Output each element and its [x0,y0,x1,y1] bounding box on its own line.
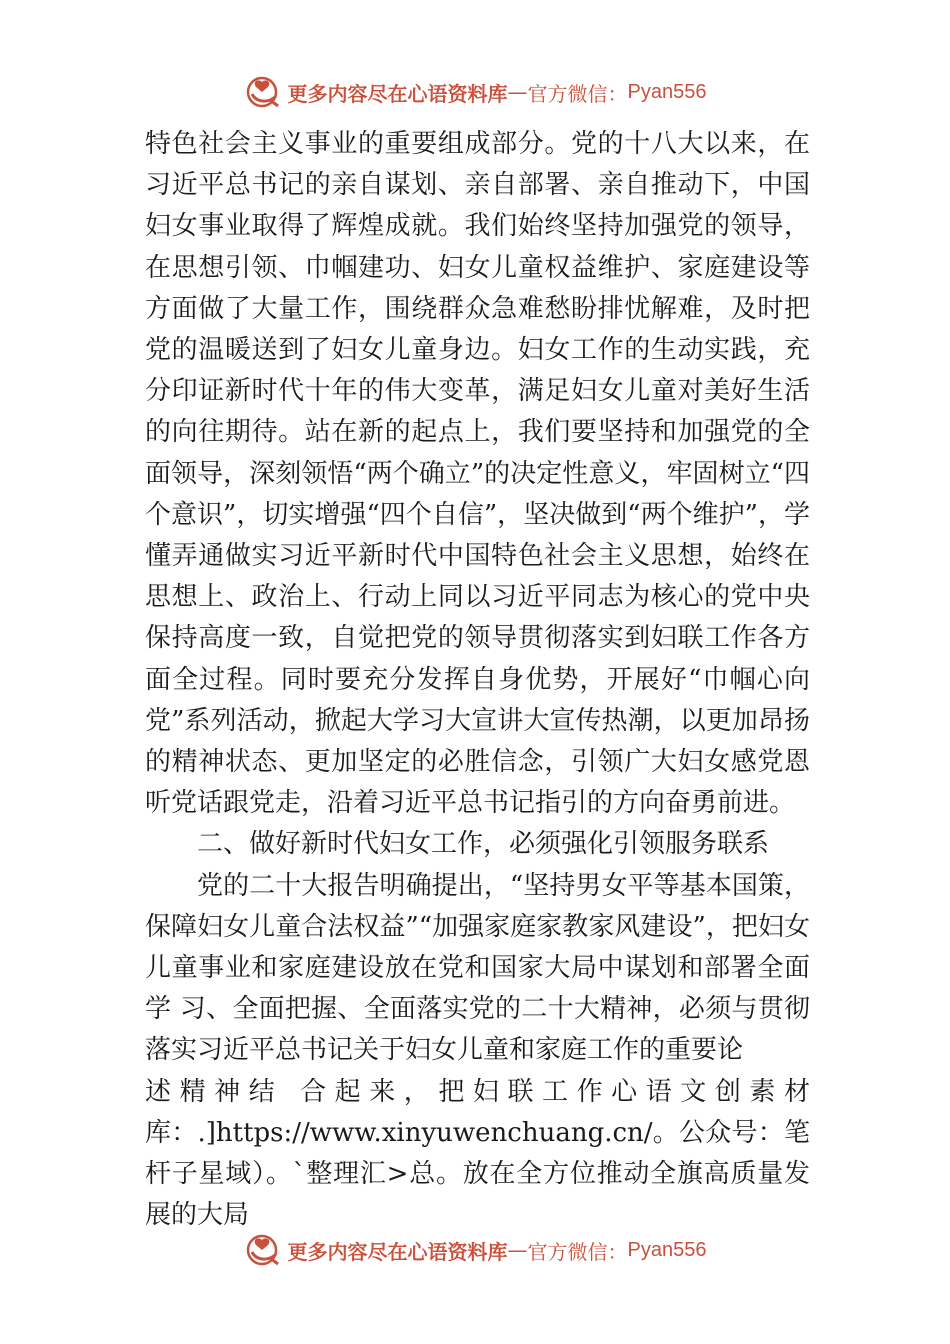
watermark-header [0,72,950,112]
body-paragraph-2-tail: 库：.]https://www.xinyuwenchuang.cn/。公众号：笔杆子星域）。`整理汇>总。放在全方位推动全旗高质量发展的大局 [145,1117,810,1231]
hand-heart-logo-icon [244,72,284,112]
watermark-title: 更多内容尽在心语资料库 [287,1239,508,1264]
watermark-wechat-label: 官方微信： [527,81,628,106]
watermark-footer [0,1230,950,1270]
document-body [145,124,810,1236]
section-heading-2: 二、做好新时代妇女工作，必须强化引领服务联系 [197,829,770,860]
watermark-wechat-id: Pyan556 [627,80,707,103]
body-paragraph-1: 特色社会主义事业的重要组成部分。党的十八大以来，在习近平总书记的亲自谋划、亲自部署、亲自推动下，中国妇女事业取得了辉煌成就。我们始终坚持加强党的领导，在思想引领、巾帼建功、妇女儿童权益维护、家庭建设等方面做了大量工作，围绕群众急难愁盼排忧解难，及时把党的温暖送到了妇女儿童身边。妇女工作的生动实践，充分印证新时代十年的伟大变革，满足妇女儿童对美好生活的向往期待。站在新的起点上，我们要坚持和加强党的全面领导，深刻领悟“两个确立”的决定性意义，牢固树立“四个意识”，切实增强“四个自信”，坚决做到“两个维护”，学懂弄通做实习近平新时代中国特色社会主义思想，始终在思想上、政治上、行动上同以习近平同志为核心的党中央保持高度一致，自觉把党的领导贯彻落实到妇联工作各方面全过程。同时要充分发挥自身优势，开展好“巾帼心向党”系列活动，掀起大学习大宣讲大宣传热潮，以更加昂扬的精神状态、更加坚定的必胜信念，引领广大妇女感党恩听党话跟党走，沿着习近平总书记指引的方向奋勇前进。 [145,129,810,819]
hand-heart-logo-icon [244,1230,284,1270]
body-paragraph-2: 党的二十大报告明确提出，“坚持男女平等基本国策，保障妇女儿童合法权益”“加强家庭家教家风建设”，把妇女儿童事业和家庭建设放在党和国家大局中谋划和部署全面学 习、全面把握、全面落实党的二十大精神，必须与贯彻落实习近平总书记关于妇女儿童和家庭工作的重要论 [145,870,810,1066]
watermark-wechat-id: Pyan556 [627,1238,707,1261]
watermark-wechat-label: 官方微信： [527,1239,628,1264]
watermark-separator: — [507,1238,528,1262]
watermark-separator: — [507,80,528,104]
body-paragraph-2-justified-line: 述精神结 合起来，把妇联工作心语文创素材 [145,1076,810,1107]
watermark-title: 更多内容尽在心语资料库 [287,81,508,106]
